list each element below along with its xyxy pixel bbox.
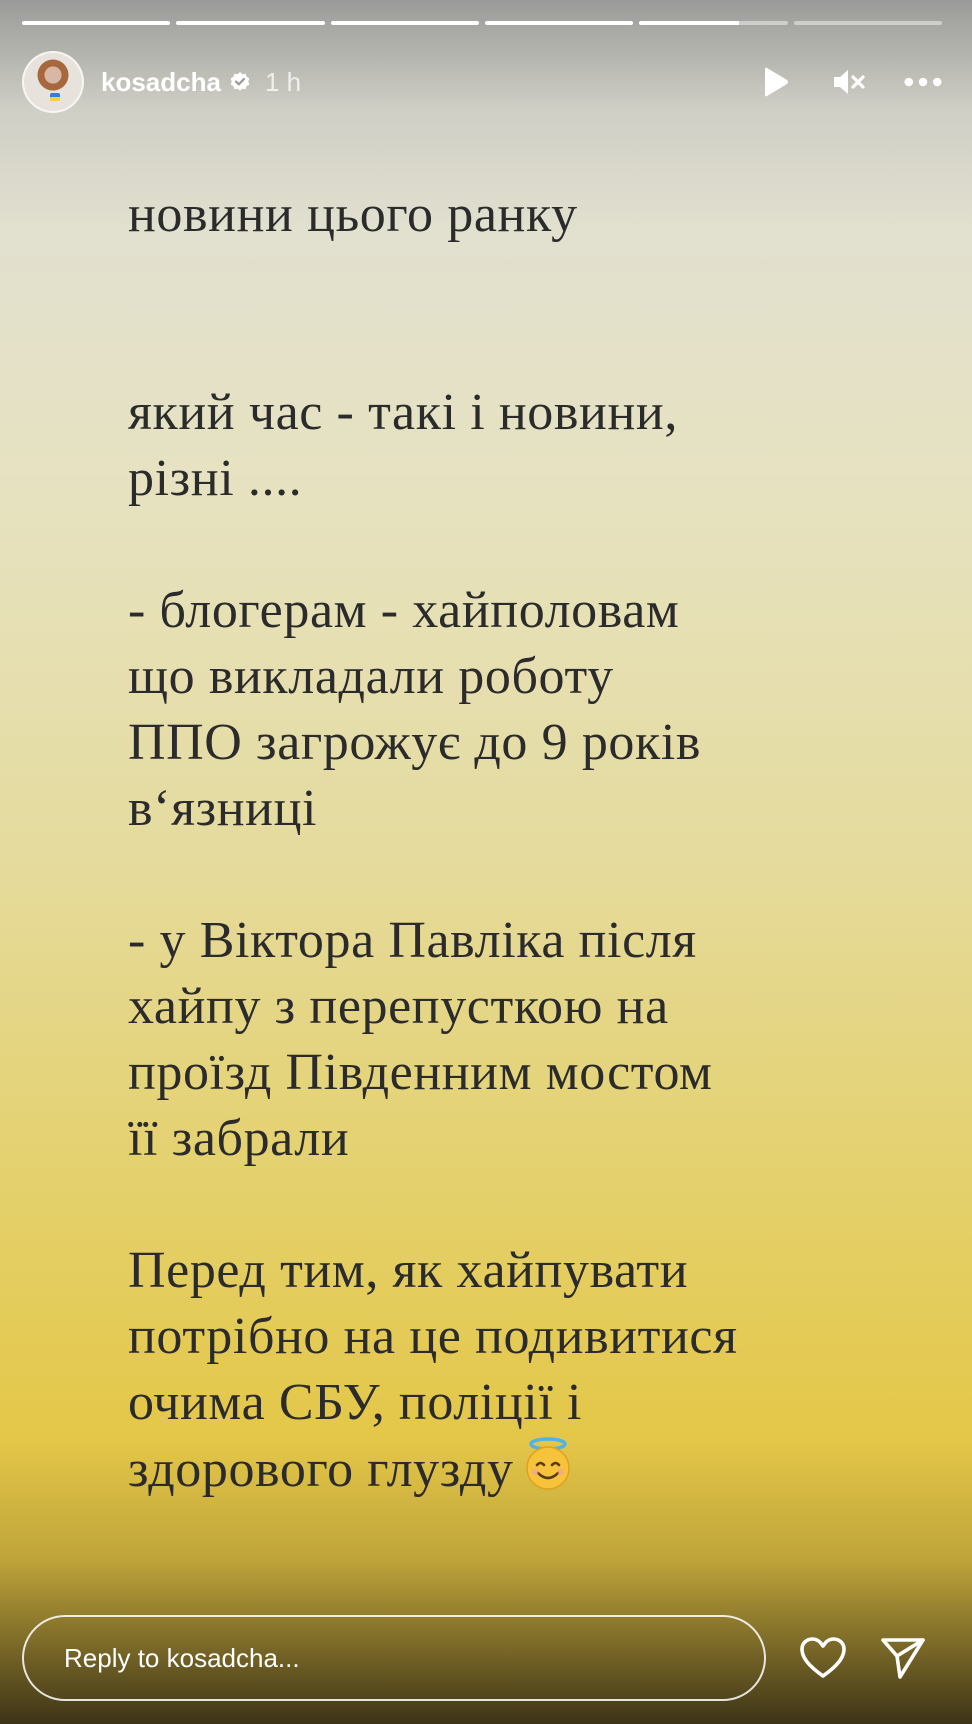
story-intro: який час - такі і новини, різні .... [128,384,678,507]
story-progress-bar [22,21,942,25]
play-button[interactable] [756,63,794,101]
progress-segment-fill [176,21,324,25]
more-dots-icon [904,77,942,87]
post-time: 1 h [264,66,302,97]
story-conclusion-text: Перед тим, як хайпувати потрібно на це подивитися очима СБУ, поліції і здорового глузду [128,1242,738,1498]
speaker-muted-icon [832,66,866,98]
send-icon [880,1636,926,1680]
smiling-face-with-halo-icon [520,1436,576,1509]
play-icon [760,66,790,98]
author-username[interactable]: kosadcha [101,66,221,97]
progress-segment-fill [639,21,738,25]
progress-segment-fill [485,21,633,25]
more-options-button[interactable] [904,63,942,101]
progress-segment-fill [22,21,170,25]
story-item-2: - у Віктора Павліка після хайпу з перепусткою на проїзд Південним мостом її забрали [128,912,713,1167]
story-item-1: - блогерам - хайполовам що викладали роботу ППО загрожує до 9 років в‘язниці [128,582,702,837]
progress-segment [22,21,170,25]
like-button[interactable] [797,1632,849,1684]
send-button[interactable] [877,1632,929,1684]
reply-input[interactable] [22,1615,766,1701]
heart-icon [799,1636,847,1680]
story-text-content [128,182,928,1509]
author-avatar[interactable] [22,51,84,113]
progress-segment [176,21,324,25]
story-header [22,50,942,114]
mute-button[interactable] [830,63,868,101]
ukraine-flag-icon [50,93,60,101]
verified-badge-icon [229,71,251,93]
progress-segment [639,21,787,25]
progress-segment-fill [331,21,479,25]
story-conclusion [128,1238,928,1509]
reply-placeholder: Reply to kosadcha... [64,1642,300,1673]
progress-segment [331,21,479,25]
progress-segment [794,21,942,25]
progress-segment [485,21,633,25]
story-title: новини цього ранку [128,186,578,243]
